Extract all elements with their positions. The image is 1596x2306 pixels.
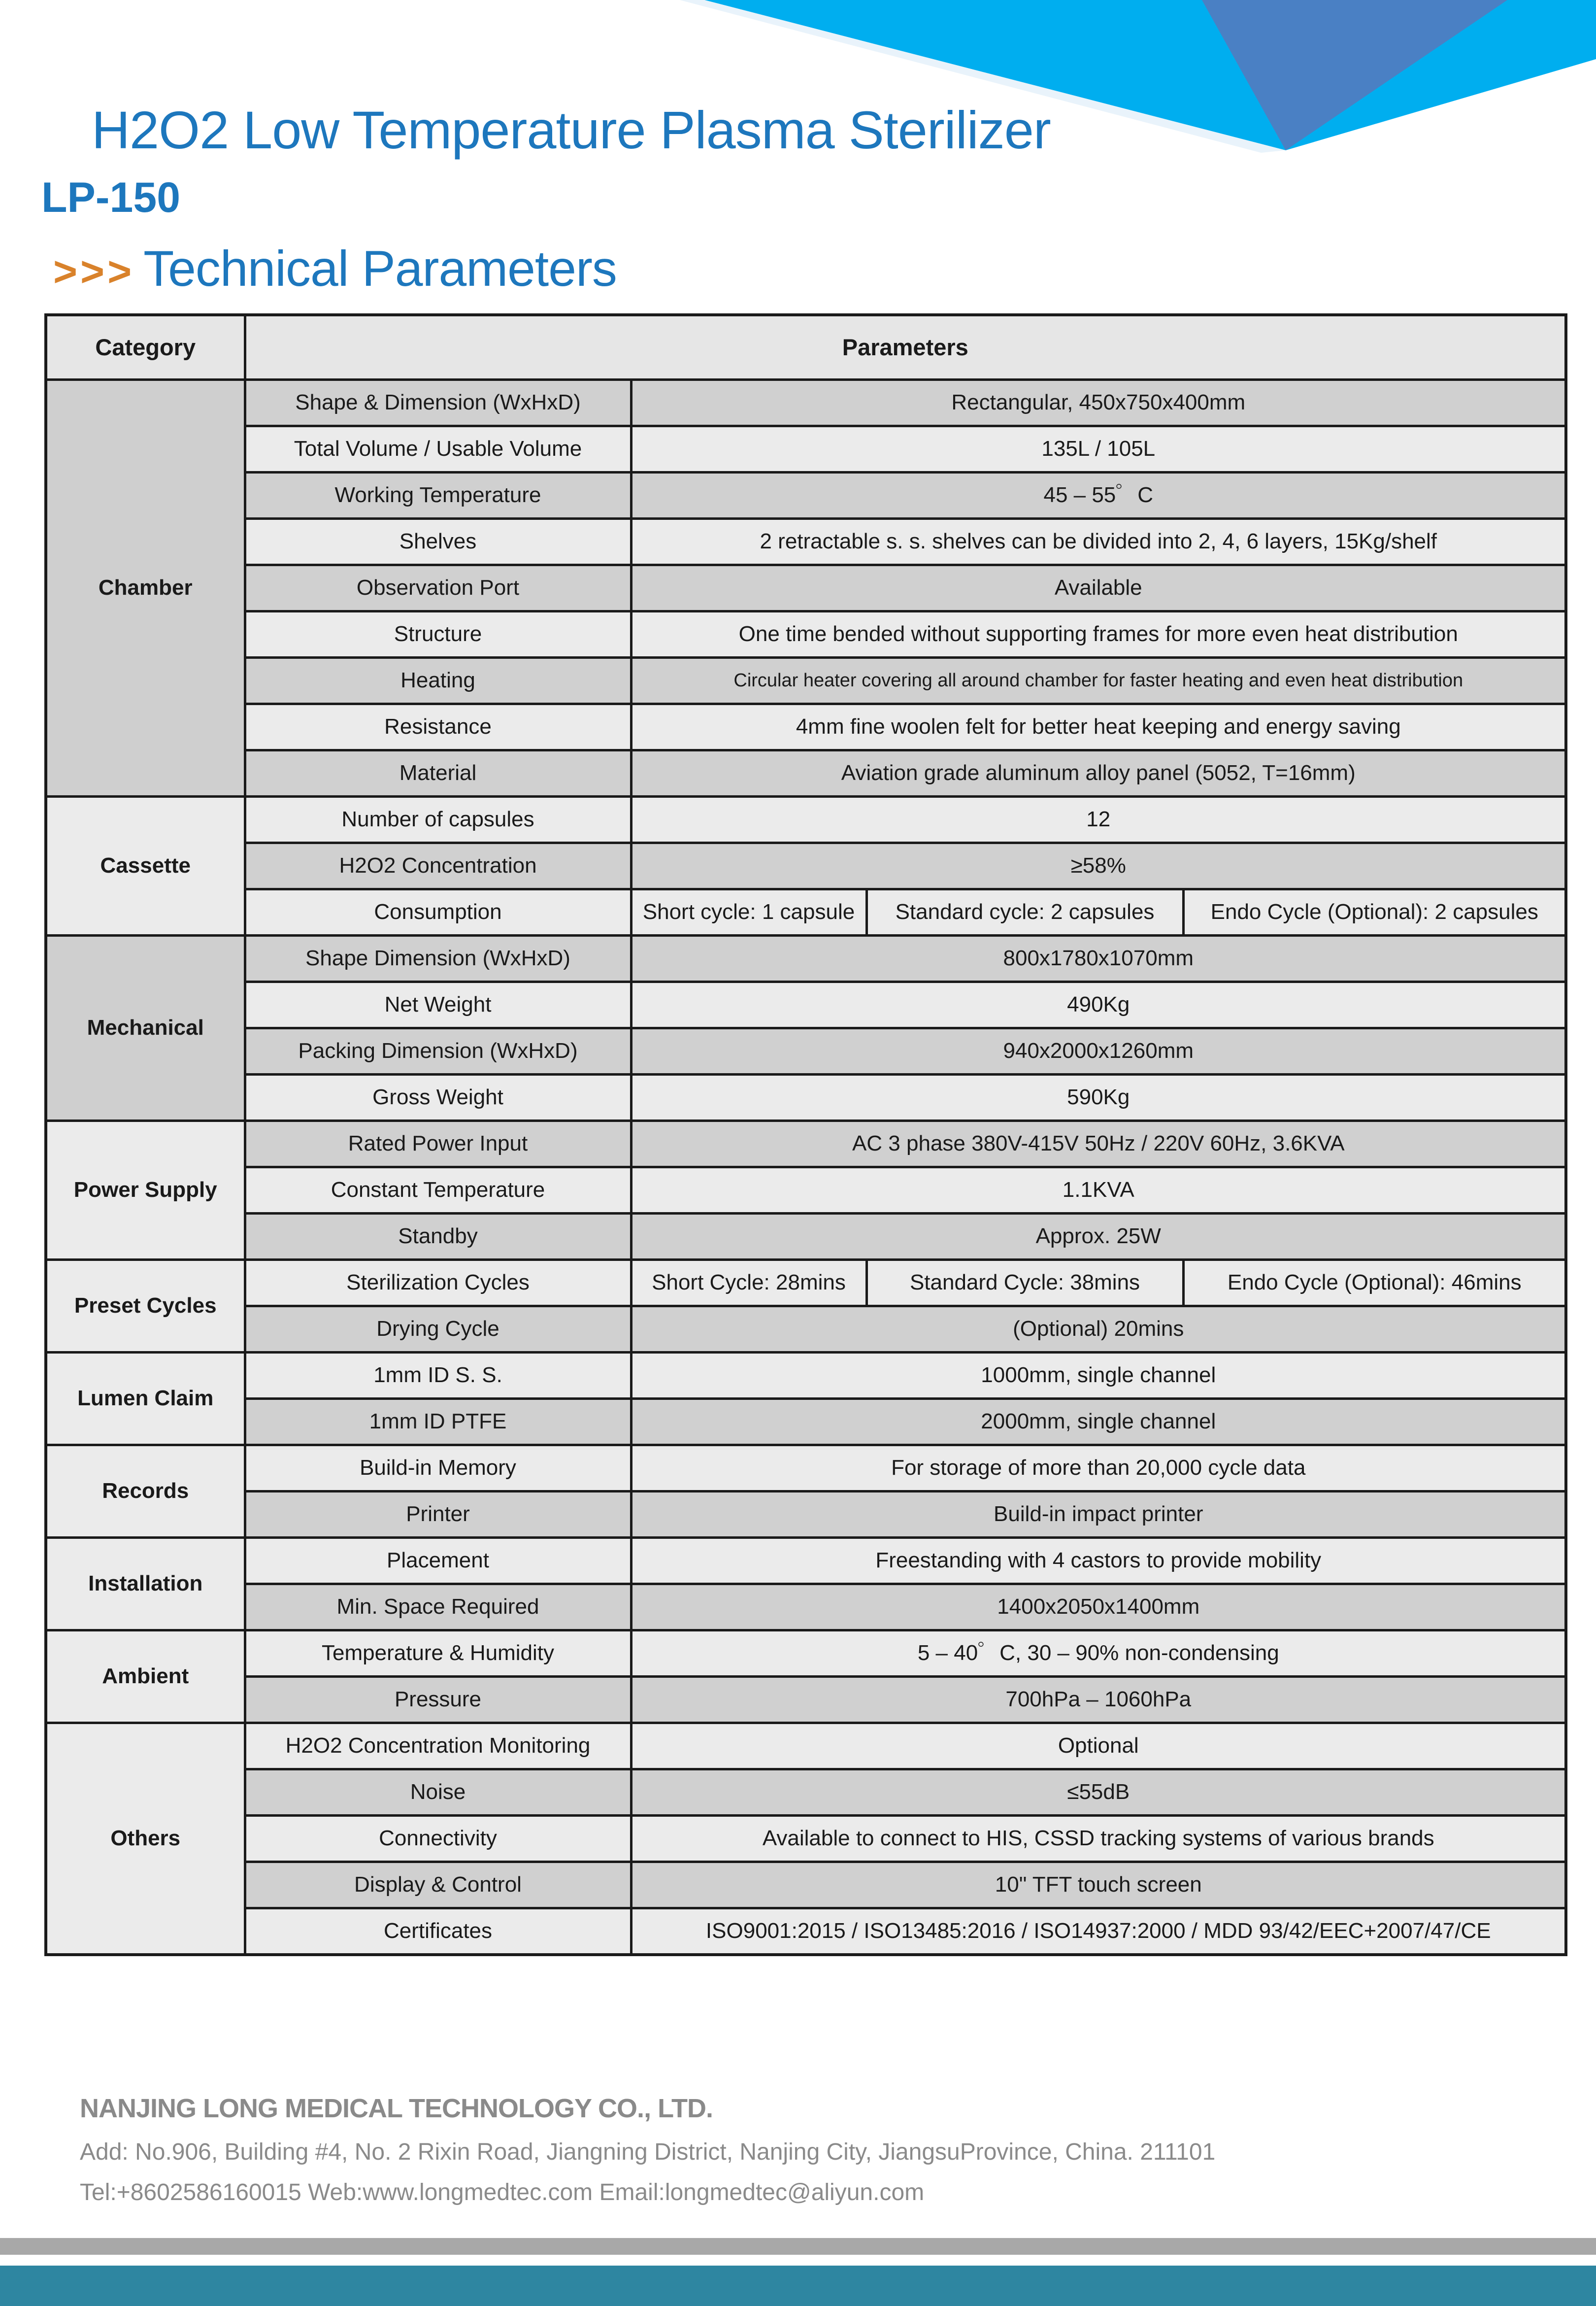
- model-number: LP-150: [41, 174, 181, 221]
- category-cell: Others: [46, 1723, 245, 1955]
- parameter-name-cell: Build-in Memory: [245, 1445, 631, 1492]
- section-label: Technical Parameters: [143, 240, 617, 297]
- parameter-name-cell: Placement: [245, 1538, 631, 1584]
- table-row: [46, 611, 1566, 658]
- parameter-value-cell: Endo Cycle (Optional): 2 capsules: [1183, 889, 1566, 936]
- header-category: Category: [46, 315, 245, 380]
- parameter-name-cell: Packing Dimension (WxHxD): [245, 1028, 631, 1075]
- table-row: [46, 1399, 1566, 1445]
- footer: [80, 2094, 1216, 2205]
- table-row: [46, 1908, 1566, 1955]
- table-row: [46, 1584, 1566, 1630]
- table-row: [46, 1862, 1566, 1908]
- parameter-name-cell: Material: [245, 750, 631, 797]
- parameter-name-cell: H2O2 Concentration Monitoring: [245, 1723, 631, 1769]
- parameter-value-cell: ≤55dB: [631, 1769, 1566, 1816]
- parameter-value-cell: Short cycle: 1 capsule: [631, 889, 866, 936]
- parameter-value-cell: Rectangular, 450x750x400mm: [631, 380, 1566, 426]
- table-row: [46, 750, 1566, 797]
- parameter-name-cell: Sterilization Cycles: [245, 1260, 631, 1306]
- table-row: [46, 1167, 1566, 1214]
- category-cell: Chamber: [46, 380, 245, 797]
- table-row: [46, 797, 1566, 843]
- parameter-name-cell: Noise: [245, 1769, 631, 1816]
- parameter-name-cell: 1mm ID S. S.: [245, 1353, 631, 1399]
- parameter-name-cell: Total Volume / Usable Volume: [245, 426, 631, 473]
- table-row: [46, 936, 1566, 982]
- category-cell: Records: [46, 1445, 245, 1538]
- parameter-value-cell: 2000mm, single channel: [631, 1399, 1566, 1445]
- category-cell: Mechanical: [46, 936, 245, 1121]
- table-row: [46, 1214, 1566, 1260]
- parameter-name-cell: Temperature & Humidity: [245, 1630, 631, 1677]
- parameter-name-cell: Standby: [245, 1214, 631, 1260]
- table-row: [46, 1353, 1566, 1399]
- parameter-value-cell: Circular heater covering all around chamber for faster heating and even heat distribution: [631, 658, 1566, 704]
- company-name: NANJING LONG MEDICAL TECHNOLOGY CO., LTD.: [80, 2094, 713, 2123]
- table-row: [46, 1492, 1566, 1538]
- table-row: [46, 473, 1566, 519]
- parameter-name-cell: Observation Port: [245, 565, 631, 611]
- category-cell: Installation: [46, 1538, 245, 1630]
- page-title: H2O2 Low Temperature Plasma Sterilizer: [92, 100, 1051, 160]
- section-heading: [53, 240, 617, 297]
- parameter-value-cell: 1000mm, single channel: [631, 1353, 1566, 1399]
- parameter-value-cell: One time bended without supporting frames for more even heat distribution: [631, 611, 1566, 658]
- parameter-value-cell: Standard Cycle: 38mins: [866, 1260, 1183, 1306]
- table-row: [46, 982, 1566, 1028]
- parameter-name-cell: Structure: [245, 611, 631, 658]
- parameter-value-cell: 12: [631, 797, 1566, 843]
- parameter-value-cell: 1400x2050x1400mm: [631, 1584, 1566, 1630]
- parameter-name-cell: Shelves: [245, 519, 631, 565]
- table-row: [46, 704, 1566, 750]
- parameter-name-cell: Gross Weight: [245, 1075, 631, 1121]
- parameter-value-cell: Optional: [631, 1723, 1566, 1769]
- parameter-name-cell: Drying Cycle: [245, 1306, 631, 1353]
- parameter-value-cell: 45 – 55゜C: [631, 473, 1566, 519]
- parameter-value-cell: 5 – 40゜C, 30 – 90% non-condensing: [631, 1630, 1566, 1677]
- parameter-name-cell: Constant Temperature: [245, 1167, 631, 1214]
- parameter-name-cell: Shape & Dimension (WxHxD): [245, 380, 631, 426]
- table-row: [46, 519, 1566, 565]
- parameter-value-cell: 940x2000x1260mm: [631, 1028, 1566, 1075]
- parameter-name-cell: Consumption: [245, 889, 631, 936]
- parameter-value-cell: ISO9001:2015 / ISO13485:2016 / ISO14937:2000 / MDD 93/42/EEC+2007/47/CE: [631, 1908, 1566, 1955]
- company-address: Add: No.906, Building #4, No. 2 Rixin Road, Jiangning District, Nanjing City, JiangsuProvince, China. 211101: [80, 2139, 1216, 2165]
- parameter-name-cell: Min. Space Required: [245, 1584, 631, 1630]
- parameter-value-cell: AC 3 phase 380V-415V 50Hz / 220V 60Hz, 3.6KVA: [631, 1121, 1566, 1167]
- table-row: [46, 1121, 1566, 1167]
- table-row: [46, 1630, 1566, 1677]
- table-row: [46, 1075, 1566, 1121]
- parameter-name-cell: Shape Dimension (WxHxD): [245, 936, 631, 982]
- table-row: [46, 843, 1566, 889]
- parameter-value-cell: (Optional) 20mins: [631, 1306, 1566, 1353]
- parameter-value-cell: For storage of more than 20,000 cycle data: [631, 1445, 1566, 1492]
- parameter-name-cell: Heating: [245, 658, 631, 704]
- parameter-name-cell: Display & Control: [245, 1862, 631, 1908]
- parameter-value-cell: 135L / 105L: [631, 426, 1566, 473]
- table-body: [46, 380, 1566, 1955]
- table-row: [46, 380, 1566, 426]
- parameter-name-cell: Certificates: [245, 1908, 631, 1955]
- table-row: [46, 658, 1566, 704]
- parameter-value-cell: 800x1780x1070mm: [631, 936, 1566, 982]
- table-row: [46, 426, 1566, 473]
- parameter-value-cell: Freestanding with 4 castors to provide mobility: [631, 1538, 1566, 1584]
- parameter-name-cell: 1mm ID PTFE: [245, 1399, 631, 1445]
- header-parameters: Parameters: [245, 315, 1566, 380]
- parameter-name-cell: Working Temperature: [245, 473, 631, 519]
- category-cell: Preset Cycles: [46, 1260, 245, 1353]
- table-row: [46, 1028, 1566, 1075]
- table-row: [46, 1445, 1566, 1492]
- parameter-value-cell: 1.1KVA: [631, 1167, 1566, 1214]
- table-row: [46, 1260, 1566, 1306]
- parameter-name-cell: Resistance: [245, 704, 631, 750]
- category-cell: Cassette: [46, 797, 245, 936]
- parameter-value-cell: Approx. 25W: [631, 1214, 1566, 1260]
- parameter-value-cell: 2 retractable s. s. shelves can be divided into 2, 4, 6 layers, 15Kg/shelf: [631, 519, 1566, 565]
- parameter-value-cell: 4mm fine woolen felt for better heat keeping and energy saving: [631, 704, 1566, 750]
- parameter-value-cell: 700hPa – 1060hPa: [631, 1677, 1566, 1723]
- category-cell: Lumen Claim: [46, 1353, 245, 1445]
- table-row: [46, 889, 1566, 936]
- table-row: [46, 1677, 1566, 1723]
- parameter-value-cell: 10" TFT touch screen: [631, 1862, 1566, 1908]
- parameter-value-cell: Short Cycle: 28mins: [631, 1260, 866, 1306]
- company-contact: Tel:+8602586160015 Web:www.longmedtec.com Email:longmedtec@aliyun.com: [80, 2179, 925, 2205]
- parameter-name-cell: Number of capsules: [245, 797, 631, 843]
- table-row: [46, 1538, 1566, 1584]
- parameter-value-cell: 490Kg: [631, 982, 1566, 1028]
- header-row: [46, 315, 1566, 380]
- parameter-name-cell: Pressure: [245, 1677, 631, 1723]
- parameter-name-cell: Connectivity: [245, 1816, 631, 1862]
- table-row: [46, 1816, 1566, 1862]
- parameter-value-cell: Endo Cycle (Optional): 46mins: [1183, 1260, 1566, 1306]
- chevrons-icon: >>>: [53, 248, 135, 295]
- footer-teal-band: [0, 2266, 1596, 2306]
- table-row: [46, 1723, 1566, 1769]
- footer-gray-band: [0, 2238, 1596, 2255]
- parameter-name-cell: Net Weight: [245, 982, 631, 1028]
- parameter-name-cell: Printer: [245, 1492, 631, 1538]
- category-cell: Ambient: [46, 1630, 245, 1723]
- parameter-value-cell: Available to connect to HIS, CSSD tracking systems of various brands: [631, 1816, 1566, 1862]
- table-row: [46, 565, 1566, 611]
- parameter-value-cell: 590Kg: [631, 1075, 1566, 1121]
- parameter-value-cell: Available: [631, 565, 1566, 611]
- parameter-value-cell: Standard cycle: 2 capsules: [866, 889, 1183, 936]
- parameter-value-cell: ≥58%: [631, 843, 1566, 889]
- table-row: [46, 1306, 1566, 1353]
- category-cell: Power Supply: [46, 1121, 245, 1260]
- table-row: [46, 1769, 1566, 1816]
- parameter-value-cell: Aviation grade aluminum alloy panel (5052, T=16mm): [631, 750, 1566, 797]
- spec-table: [44, 313, 1567, 1956]
- parameter-value-cell: Build-in impact printer: [631, 1492, 1566, 1538]
- parameter-name-cell: H2O2 Concentration: [245, 843, 631, 889]
- parameter-name-cell: Rated Power Input: [245, 1121, 631, 1167]
